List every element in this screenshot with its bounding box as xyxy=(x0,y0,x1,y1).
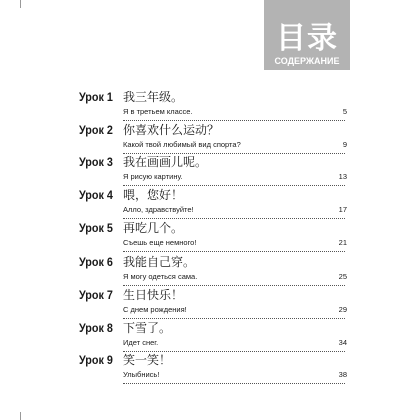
lesson-number: Урок 4 xyxy=(79,188,113,202)
lesson-title-russian: С днем рождения! xyxy=(123,305,187,314)
toc-entry[interactable] xyxy=(0,90,420,122)
lesson-title-russian: Какой твой любимый вид спорта? xyxy=(123,140,241,149)
toc-entry[interactable] xyxy=(0,155,420,187)
lesson-title-chinese: 我三年级。 xyxy=(123,90,184,104)
page-number: 13 xyxy=(320,172,347,182)
lesson-number: Урок 5 xyxy=(79,221,113,235)
lesson-title-russian: Съешь еще немного! xyxy=(123,238,197,247)
toc-entry[interactable] xyxy=(0,123,420,155)
lesson-title-chinese: 下雪了。 xyxy=(123,321,172,335)
page-number: 34 xyxy=(320,338,347,348)
page-number: 5 xyxy=(320,107,347,117)
lesson-title-chinese: 笑一笑！ xyxy=(123,353,172,367)
toc-entry[interactable] xyxy=(0,288,420,320)
toc-entry[interactable] xyxy=(0,188,420,220)
lesson-title-russian: Улыбнись! xyxy=(123,370,160,379)
page-number: 25 xyxy=(320,272,347,282)
lesson-number: Урок 8 xyxy=(79,321,113,335)
page-number: 38 xyxy=(320,370,347,380)
lesson-number: Урок 1 xyxy=(79,90,113,104)
page-number: 21 xyxy=(320,238,347,248)
lesson-number: Урок 6 xyxy=(79,255,113,269)
lesson-title-chinese: 你喜欢什么运动？ xyxy=(123,123,220,137)
contents-title: 目录 xyxy=(276,21,338,56)
toc-entry[interactable] xyxy=(0,321,420,353)
lesson-title-russian: Идет снег. xyxy=(123,338,159,347)
lesson-title-russian: Я в третьем классе. xyxy=(123,107,193,116)
lesson-title-russian: Я рисую картину. xyxy=(123,172,183,181)
lesson-title-russian: Я могу одеться сама. xyxy=(123,272,198,281)
page-number: 17 xyxy=(320,205,347,215)
lesson-number: Урок 7 xyxy=(79,288,113,302)
toc-entry[interactable] xyxy=(0,221,420,253)
page-number: 9 xyxy=(320,140,347,150)
toc-entry[interactable] xyxy=(0,255,420,287)
lesson-title-chinese: 生日快乐！ xyxy=(123,288,184,302)
lesson-title-chinese: 我能自己穿。 xyxy=(123,255,196,269)
lesson-title-chinese: 我在画画儿呢。 xyxy=(123,155,208,169)
contents-subtitle: СОДЕРЖАНИЕ xyxy=(274,56,340,66)
lesson-number: Урок 2 xyxy=(79,123,113,137)
lesson-title-chinese: 再吃几个。 xyxy=(123,221,184,235)
page-number: 29 xyxy=(320,305,347,315)
toc-entry[interactable] xyxy=(0,353,420,385)
lesson-title-chinese: 喂，您好！ xyxy=(123,188,184,202)
lesson-title-russian: Алло, здравствуйте! xyxy=(123,205,194,214)
lesson-number: Урок 3 xyxy=(79,155,113,169)
lesson-number: Урок 9 xyxy=(79,353,113,367)
